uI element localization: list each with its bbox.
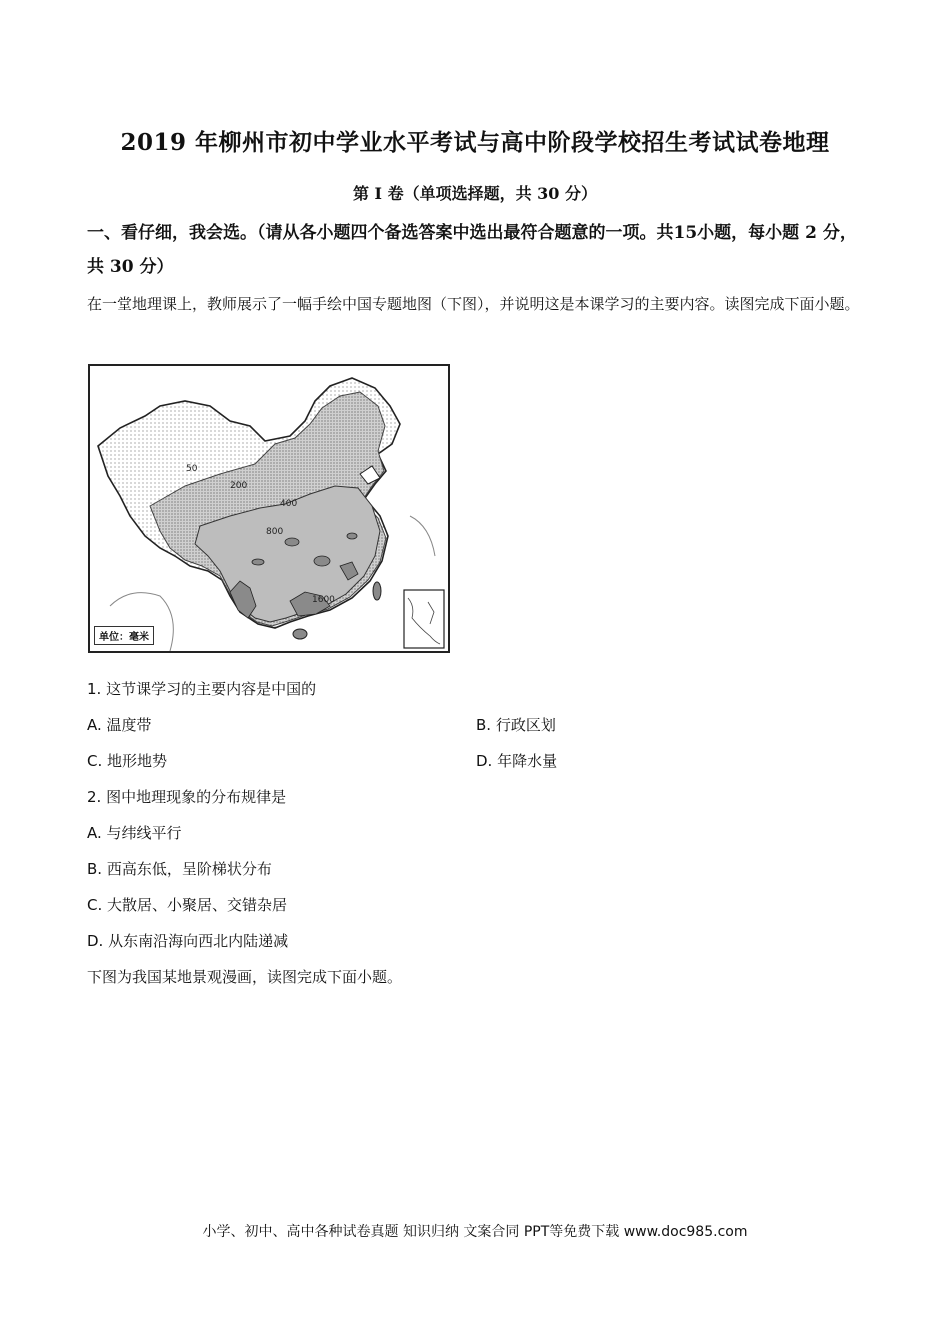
map-unit-label: 单位：毫米 [94,626,154,645]
contour-label-400: 400 [280,499,298,509]
question-1-option-a: A. 温度带 [87,716,152,734]
china-map-svg [90,366,448,651]
question-2-option-c: C. 大散居、小聚居、交错杂居 [87,896,288,914]
question-2-option-d: D. 从东南沿海向西北内陆递减 [87,932,289,950]
question-1-stem: 1. 这节课学习的主要内容是中国的 [87,680,317,698]
question-1-option-d: D. 年降水量 [476,752,558,770]
page-title: 2019 年柳州市初中学业水平考试与高中阶段学校招生考试试卷地理 [120,129,830,156]
question-1-option-b: B. 行政区划 [476,716,556,734]
contour-label-1600: 1600 [312,595,335,605]
question-2-option-a: A. 与纬线平行 [87,824,182,842]
instructions: 一、看仔细，我会选。（请从各小题四个备选答案中选出最符合题意的一项。共15小题，每小题 2 分，共 30 分） [87,223,857,277]
contour-label-50: 50 [186,464,198,474]
section-title: 第 I 卷（单项选择题，共 30 分） [352,184,598,203]
precipitation-map [88,364,450,653]
contour-label-800: 800 [266,527,284,537]
intro-paragraph: 在一堂地理课上，教师展示了一幅手绘中国专题地图（下图），并说明这是本课学习的主要内容。读图完成下面小题。 [87,295,860,313]
contour-label-200: 200 [230,481,248,491]
footer-text: 小学、初中、高中各种试卷真题 知识归纳 文案合同 PPT等免费下载 www.doc985.com [202,1224,748,1240]
question-1-option-c: C. 地形地势 [87,752,168,770]
question-2-option-b: B. 西高东低，呈阶梯状分布 [87,860,272,878]
question-2-stem: 2. 图中地理现象的分布规律是 [87,788,287,806]
outro-paragraph: 下图为我国某地景观漫画，读图完成下面小题。 [87,968,403,986]
